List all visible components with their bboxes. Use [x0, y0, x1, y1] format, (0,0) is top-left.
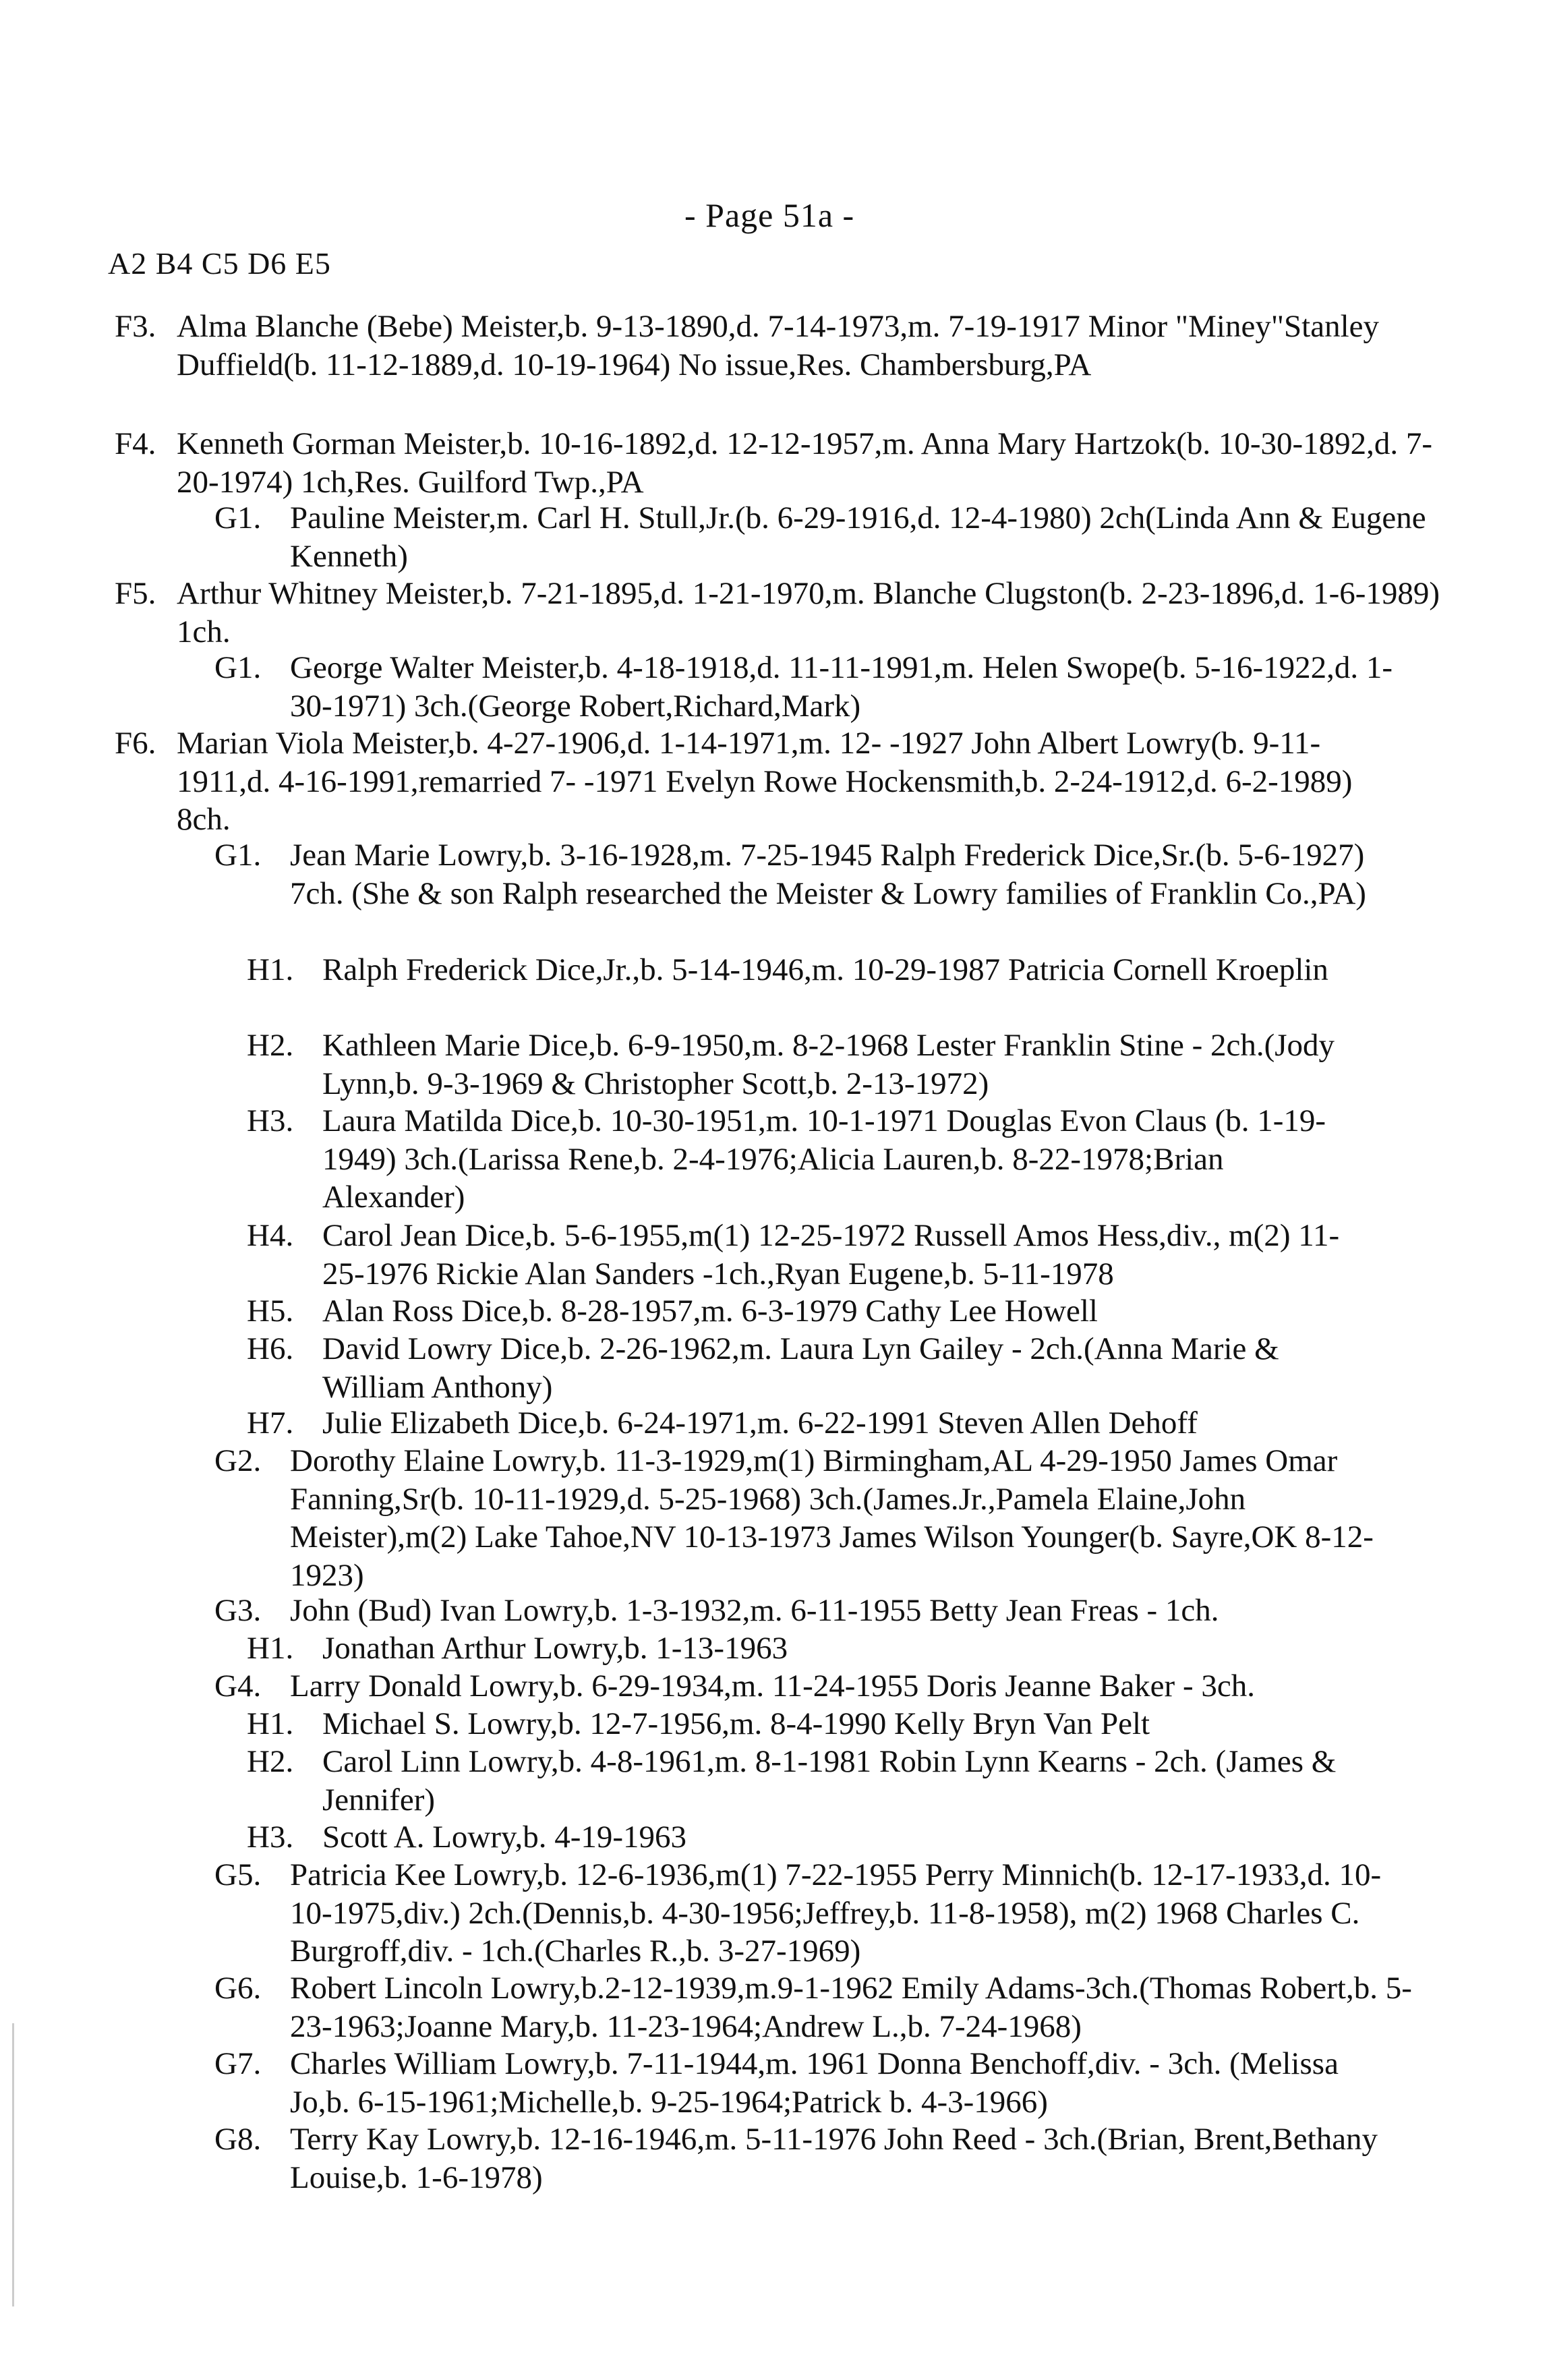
entry-text: Alan Ross Dice,b. 8-28-1957,m. 6-3-1979 Cathy Lee Howell — [322, 1294, 1098, 1329]
entry-label: H4. — [247, 1218, 294, 1253]
entry-text: Pauline Meister,m. Carl H. Stull,Jr.(b. 6-29-1916,d. 12-4-1980) 2ch(Linda Ann & Eugene Kenneth) — [290, 500, 1426, 574]
entry-text: Dorothy Elaine Lowry,b. 11-3-1929,m(1) Birmingham,AL 4-29-1950 James Omar Fanning,Sr(b. 10-11-1929,d. 5-25-1968) 3ch.(James.Jr.,Pamela Elaine,John Meister),m(2) Lake Tahoe,NV 10-13-1973 James Wilson Younger(b. Sayre,OK 8-12-1923) — [290, 1443, 1374, 1593]
entry-h2-carol-linn — [247, 1743, 1384, 1819]
entry-label: G4. — [214, 1668, 262, 1704]
entry-text: Jean Marie Lowry,b. 3-16-1928,m. 7-25-1945 Ralph Frederick Dice,Sr.(b. 5-6-1927) 7ch. (She & son Ralph researched the Meister & Lowry families of Franklin Co.,PA) — [290, 838, 1366, 911]
entry-label: G6. — [214, 1971, 262, 2006]
entry-g2-dorothy — [214, 1442, 1405, 1594]
entry-text: Julie Elizabeth Dice,b. 6-24-1971,m. 6-22-1991 Steven Allen Dehoff — [322, 1405, 1198, 1441]
entry-g6-robert — [214, 1969, 1432, 2045]
entry-label: H3. — [247, 1820, 294, 1855]
entry-h2-kathleen — [247, 1026, 1370, 1103]
entry-label: G1. — [214, 838, 262, 873]
entry-label: G1. — [214, 500, 262, 535]
entry-text: Kenneth Gorman Meister,b. 10-16-1892,d. 12-12-1957,m. Anna Mary Hartzok(b. 10-30-1892,d. 7-20-1974) 1ch,Res. Guilford Twp.,PA — [177, 426, 1433, 500]
entry-g5-patricia — [214, 1856, 1405, 1971]
entry-label: F4. — [115, 426, 156, 461]
entry-label: H3. — [247, 1103, 294, 1138]
entry-text: Scott A. Lowry,b. 4-19-1963 — [322, 1820, 687, 1855]
entry-text: Ralph Frederick Dice,Jr.,b. 5-14-1946,m. 10-29-1987 Patricia Cornell Kroeplin — [322, 952, 1328, 987]
entry-h3-laura — [247, 1102, 1370, 1217]
entry-f4 — [115, 425, 1471, 501]
entry-g7-charles — [214, 2045, 1405, 2121]
entry-label: G1. — [214, 650, 262, 685]
entry-label: G8. — [214, 2122, 262, 2157]
entry-h1-jonathan — [247, 1629, 1370, 1668]
entry-text: David Lowry Dice,b. 2-26-1962,m. Laura Lyn Gailey - 2ch.(Anna Marie & William Anthony) — [322, 1331, 1279, 1405]
entry-label: H6. — [247, 1331, 294, 1366]
entry-text: Marian Viola Meister,b. 4-27-1906,d. 1-14-1971,m. 12- -1927 John Albert Lowry(b. 9-11-1911,d. 4-16-1991,remarried 7- -1971 Evelyn Rowe Hockensmith,b. 2-24-1912,d. 6-2-1989) 8ch. — [177, 726, 1353, 837]
entry-label: H2. — [247, 1028, 294, 1063]
entry-h4-carol — [247, 1217, 1370, 1293]
entry-h7-julie — [247, 1404, 1404, 1443]
entry-label: G3. — [214, 1593, 262, 1628]
entry-text: Carol Linn Lowry,b. 4-8-1961,m. 8-1-1981 Robin Lynn Kearns - 2ch. (James & Jennifer) — [322, 1744, 1337, 1818]
entry-f5 — [115, 575, 1471, 651]
entry-text: Robert Lincoln Lowry,b.2-12-1939,m.9-1-1962 Emily Adams-3ch.(Thomas Robert,b. 5-23-1963;Joanne Mary,b. 11-23-1964;Andrew L.,b. 7-24-1968) — [290, 1971, 1412, 2044]
entry-g4-larry — [214, 1667, 1459, 1706]
entry-h6-david — [247, 1330, 1303, 1406]
entry-text: Arthur Whitney Meister,b. 7-21-1895,d. 1-21-1970,m. Blanche Clugston(b. 2-23-1896,d. 1-6-1989) 1ch. — [177, 576, 1440, 649]
entry-g3-john — [214, 1592, 1439, 1630]
entry-label: F3. — [115, 309, 156, 344]
entry-text: Jonathan Arthur Lowry,b. 1-13-1963 — [322, 1631, 788, 1666]
entry-h3-scott — [247, 1818, 1370, 1857]
entry-label: H1. — [247, 1706, 294, 1741]
entry-h5-alan — [247, 1292, 1404, 1331]
entry-label: F6. — [115, 726, 156, 761]
entry-text: Alma Blanche (Bebe) Meister,b. 9-13-1890,d. 7-14-1973,m. 7-19-1917 Minor "Miney"Stanley Duffield(b. 11-12-1889,d. 10-19-1964) No issue,Res. Chambersburg,PA — [177, 309, 1379, 382]
entry-text: Terry Kay Lowry,b. 12-16-1946,m. 5-11-1976 John Reed - 3ch.(Brian, Brent,Bethany Louise,b. 1-6-1978) — [290, 2122, 1378, 2195]
entry-label: G7. — [214, 2046, 262, 2081]
entry-g1-jean — [214, 836, 1405, 912]
entry-text: Larry Donald Lowry,b. 6-29-1934,m. 11-24-1955 Doris Jeanne Baker - 3ch. — [290, 1668, 1255, 1704]
entry-label: H1. — [247, 952, 294, 987]
entry-text: Laura Matilda Dice,b. 10-30-1951,m. 10-1-1971 Douglas Evon Claus (b. 1-19-1949) 3ch.(Larissa Rene,b. 2-4-1976;Alicia Lauren,b. 8-22-1978;Brian Alexander) — [322, 1103, 1326, 1215]
entry-h1-michael — [247, 1705, 1404, 1743]
entry-g8-terry — [214, 2120, 1405, 2197]
entry-text: Charles William Lowry,b. 7-11-1944,m. 1961 Donna Benchoff,div. - 3ch. (Melissa Jo,b. 6-15-1961;Michelle,b. 9-25-1964;Patrick b. 4-3-1966) — [290, 2046, 1339, 2120]
entry-label: F5. — [115, 576, 156, 611]
entry-text: George Walter Meister,b. 4-18-1918,d. 11-11-1991,m. Helen Swope(b. 5-16-1922,d. 1-30-1971) 3ch.(George Robert,Richard,Mark) — [290, 650, 1393, 724]
entry-text: Kathleen Marie Dice,b. 6-9-1950,m. 8-2-1968 Lester Franklin Stine - 2ch.(Jody Lynn,b. 9-3-1969 & Christopher Scott,b. 2-13-1972) — [322, 1028, 1335, 1101]
entry-label: G2. — [214, 1443, 262, 1478]
entry-label: H5. — [247, 1294, 294, 1329]
entry-text: Michael S. Lowry,b. 12-7-1956,m. 8-4-1990 Kelly Bryn Van Pelt — [322, 1706, 1150, 1741]
entry-label: H7. — [247, 1405, 294, 1441]
entry-text: Patricia Kee Lowry,b. 12-6-1936,m(1) 7-22-1955 Perry Minnich(b. 12-17-1933,d. 10-10-1975,div.) 2ch.(Dennis,b. 4-30-1956;Jeffrey,b. 11-8-1958), m(2) 1968 Charles C. Burgroff,div. - 1ch.(Charles R.,b. 3-27-1969) — [290, 1857, 1382, 1969]
page-number: - Page 51a - — [684, 196, 855, 234]
entry-g1-pauline — [214, 499, 1473, 575]
entry-label: G5. — [214, 1857, 262, 1892]
entry-label: H2. — [247, 1744, 294, 1779]
scan-edge-mark — [12, 2023, 14, 2306]
lineage-code: A2 B4 C5 D6 E5 — [108, 246, 331, 281]
entry-text: Carol Jean Dice,b. 5-6-1955,m(1) 12-25-1972 Russell Amos Hess,div., m(2) 11-25-1976 Rickie Alan Sanders -1ch.,Ryan Eugene,b. 5-11-1978 — [322, 1218, 1340, 1291]
entry-f6 — [115, 724, 1357, 839]
entry-text: John (Bud) Ivan Lowry,b. 1-3-1932,m. 6-11-1955 Betty Jean Freas - 1ch. — [290, 1593, 1219, 1628]
entry-g1-george — [214, 649, 1405, 725]
entry-label: H1. — [247, 1631, 294, 1666]
entry-f3 — [115, 308, 1471, 384]
entry-h1-ralph — [247, 951, 1404, 989]
